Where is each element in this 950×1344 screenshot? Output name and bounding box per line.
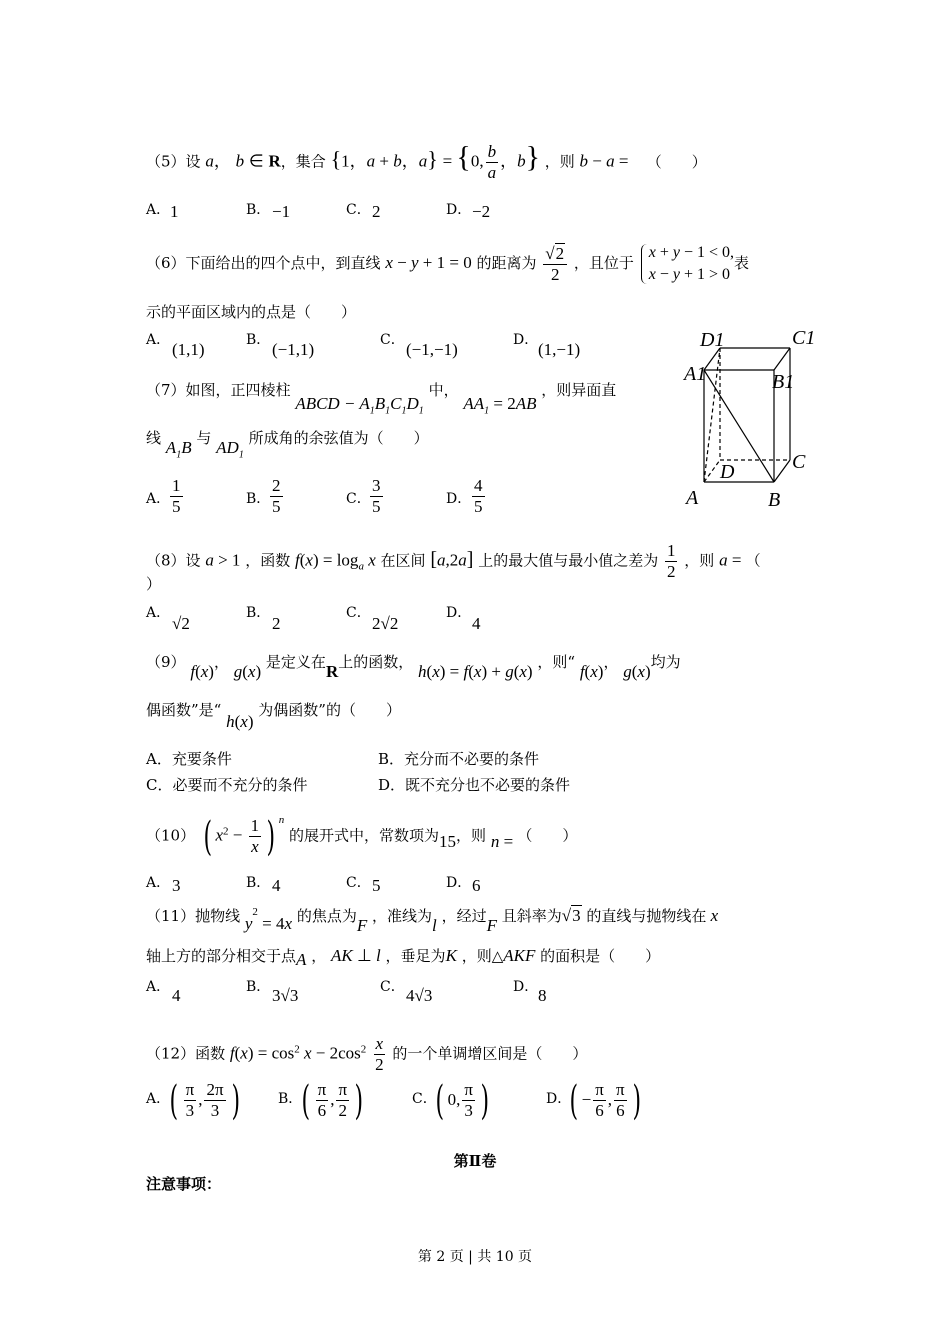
question-6: （6）下面给出的四个点中，到直线 x − y + 1 = 0 的距离为 $\frac{√2}{2}$ ，且位于 x + y − 1 < 0, x − y + 1 > 0 表 xyxy=(146,242,749,286)
math: a xyxy=(205,151,214,171)
question-7: （7）如图，正四棱柱 ABCD − $A_1B_1C_1D_1$ 中， $AA_1 = 2AB$ ，则异面直 xyxy=(146,381,617,417)
notice-heading: 注意事项： xyxy=(146,1175,222,1193)
question-12: （12）函数 $f(x) = \cos^2 x - 2\cos^2$ $\frac{x}{2}$ 的一个单调增区间是（ ） xyxy=(146,1034,588,1074)
label-D1: D1 xyxy=(700,329,725,351)
q6-line2: 示的平面区域内的点是（ ） xyxy=(146,303,357,321)
question-8: （8）设 a > 1 ，函数 $f(x) = \log_a x$ 在区间 [a,2a] 上的最大值与最小值之差为 $\frac{1}{2}$ ，则 a = （ xyxy=(146,541,761,581)
question-11: （11）抛物线 $y^2 = 4x$ 的焦点为F ，准线为l ，经过F 且斜率为√3 的直线与抛物线在 x xyxy=(146,906,719,935)
question-10: （10） ( $x^2$ − $\frac{1}{x}$ ) $^n$ 的展开式中，常数项为15，则 n = （ ） xyxy=(146,813,578,860)
q7-line2: 线 $A_1B$ 与 $AD_1$ 所成角的余弦值为（ ） xyxy=(146,429,429,461)
question-9: （9） f(x)， g(x) 是定义在R上的函数， h(x) = f(x) + g(x) ，则“ f(x)， g(x)均为 xyxy=(146,653,681,681)
label-C1: C1 xyxy=(792,327,816,349)
question-5: （5）设 a， b ∈ R，集合 {1，a + b，a} = {0, $\frac{b}{a}$ ，b} ，则 b − a = （ ） xyxy=(146,140,707,182)
label-B: B xyxy=(768,489,781,511)
q9-line2: 偶函数”是“ h(x) 为偶函数”的（ ） xyxy=(146,701,401,731)
label-D: D xyxy=(720,461,735,483)
prism-figure xyxy=(680,320,820,515)
section-title: 第Ⅱ卷 xyxy=(453,1152,497,1170)
q11-line2: 轴上方的部分相交于点A ， AK ⊥ l ，垂足为K ，则△AKF 的面积是（ ） xyxy=(146,946,661,969)
label-C: C xyxy=(792,451,806,473)
q8-line2: ） xyxy=(146,575,162,593)
label-A: A xyxy=(686,487,699,509)
label-A1: A1 xyxy=(684,363,707,385)
page-footer: 第 2 页 | 共 10 页 xyxy=(417,1249,533,1265)
label-B1: B1 xyxy=(772,371,795,393)
